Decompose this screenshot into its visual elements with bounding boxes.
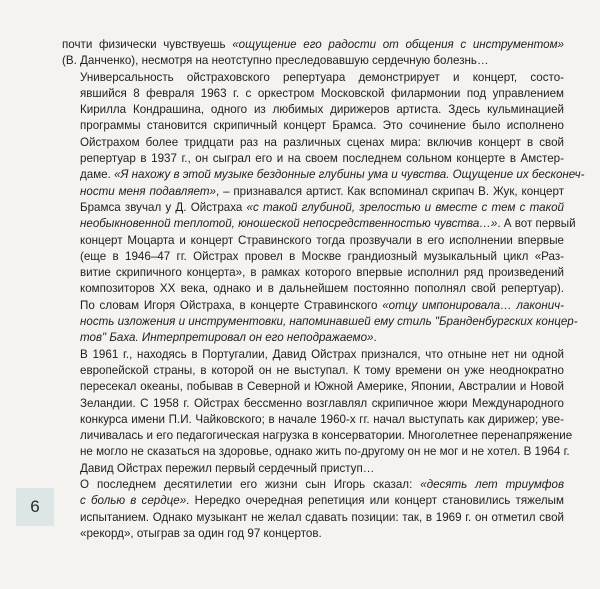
text-run: . А вот первый [497, 217, 576, 231]
text-run: даме. [80, 168, 115, 182]
italic-quote: с болью в сердце» [80, 494, 187, 508]
italic-quote: «отцу импонировала… лаконич- [382, 298, 565, 312]
text-run: концерт Моцарта и концерт Стравинского тогда прозвучали в его исполнении впервые [80, 233, 564, 247]
text-line [62, 428, 573, 444]
text-run: испытанием. Однако музыкант не желал сдавать позиции: так, в 1969 г. он отметил свой [80, 510, 564, 524]
text-run: . Нередко очередная репетиция или концерт становились тяжелым [186, 494, 564, 508]
text-line [62, 53, 564, 69]
text-run: , – признавался артист. Как вспоминал скрипач В. Жук, концерт [215, 184, 565, 198]
text-run: (В. Данченко), несмотря на неотступно преследовавшую сердечную болезнь… [62, 54, 489, 68]
text-run: «рекорд», отыграв за один год 97 концертов. [80, 526, 322, 540]
paragraph [62, 347, 573, 477]
text-line [62, 151, 564, 167]
text-run: Универсальность ойстраховского репертуара демонстрирует и концерт, состо- [80, 70, 564, 84]
text-line [62, 396, 564, 412]
text-line [62, 314, 578, 330]
text-run: композиторов XX века, однако и в дальнейшем постоянно пополнял свой репертуар). [80, 282, 564, 296]
text-line [62, 37, 564, 53]
text-line [62, 70, 564, 86]
paragraph [62, 477, 564, 542]
text-run: пересекал океаны, побывав в Северной и Южной Америке, Японии, Австралии и Новой [80, 380, 564, 394]
italic-quote: тов" Баха. Интерпретировал он его неподражаемо» [80, 331, 374, 345]
text-line [62, 167, 585, 183]
text-run: витие скрипичного концерта», в рамках которого впервые исполнил ряд произведений [80, 266, 564, 280]
text-line [62, 200, 564, 216]
text-line [62, 493, 564, 509]
text-line [62, 412, 564, 428]
text-line [62, 216, 576, 232]
text-run: программы становится скрипичный концерт Брамса. Это сочинение было исполнено [80, 119, 564, 133]
text-run: Ойстрахом более тридцати раз на различных сценах мира: включив концерт в свой [80, 135, 564, 149]
text-line [62, 135, 564, 151]
text-line [62, 461, 564, 477]
text-line [62, 298, 564, 314]
text-run: Давид Ойстрах пережил первый сердечный приступ… [80, 461, 375, 475]
text-run: конкурса имени П.И. Чайковского; в начале 1960-х гг. начал выступать как дирижер; уве- [80, 412, 564, 426]
text-run: О последнем десятилетии его жизни сын Игорь сказал: [80, 478, 421, 492]
italic-quote: «десять лет триумфов [420, 478, 565, 492]
text-run: В 1961 г., находясь в Португалии, Давид Ойстрах признался, что отныне нет ни одной [80, 347, 564, 361]
text-line [62, 477, 564, 493]
italic-quote: ности меня подавляет» [80, 184, 216, 198]
paragraph [62, 70, 585, 347]
text-run: европейской страны, в которой он не выступал. К тому времени он уже неоднократно [80, 363, 564, 377]
text-run: личивалась и его педагогическая нагрузка в консерватории. Многолетнее перенапряжение [80, 429, 573, 443]
italic-quote: необыкновенной теплотой, юношеской непосредственностью чувства…» [80, 217, 498, 231]
italic-quote: «ощущение его радости от общения с инструментом» [232, 38, 564, 51]
text-run: почти физически чувствуешь [62, 38, 233, 51]
text-line [62, 347, 564, 363]
text-line [62, 330, 564, 346]
text-run: Брамса звучал у Д. Ойстраха [80, 200, 247, 214]
text-line [62, 363, 564, 379]
italic-quote: «Я нахожу в этой музыке бездонные глубины ума и чувства. Ощущение их бесконеч- [114, 168, 585, 182]
text-line [62, 118, 564, 134]
text-run: репертуар в 1937 г., он сыграл его и на своем последнем сольном концерте в Амстер- [80, 152, 564, 166]
text-run: Кирилла Кондрашина, одного из любимых дирижеров артиста. Здесь кульминацией [80, 103, 564, 117]
text-line [62, 281, 564, 297]
text-line [62, 184, 564, 200]
text-line [62, 249, 564, 265]
text-run: Зеландии. С 1958 г. Ойстрах бессменно возглавлял скрипичное жюри Международного [80, 396, 564, 410]
page-number-tab [16, 488, 54, 526]
page-body-text [62, 37, 585, 542]
text-line [62, 86, 564, 102]
text-run: . [373, 331, 377, 345]
italic-quote: «с такой глубиной, зрелостью и вместе с тем с такой [246, 200, 565, 214]
text-run: явшийся 8 февраля 1963 г. с оркестром Московской филармонии под управлением [80, 86, 564, 100]
text-run: не могло не сказаться на здоровье, однако жить по-другому он не мог и не хотел. В 1964 г. [80, 445, 570, 459]
text-line [62, 265, 564, 281]
paragraph [62, 37, 564, 70]
text-line [62, 444, 570, 460]
text-run: (еще в 1946–47 гг. Ойстрах провел в Москве грандиозный музыкальный цикл «Раз- [80, 249, 564, 263]
italic-quote: ность изложения и инструментовки, напоминавшей ему стиль "Бранденбургских концер- [80, 315, 578, 329]
text-run: По словам Игоря Ойстраха, в концерте Стравинского [80, 298, 383, 312]
page-number: 6 [30, 497, 40, 516]
text-line [62, 526, 564, 542]
text-line [62, 510, 564, 526]
text-line [62, 102, 564, 118]
text-line [62, 233, 564, 249]
text-line [62, 379, 564, 395]
